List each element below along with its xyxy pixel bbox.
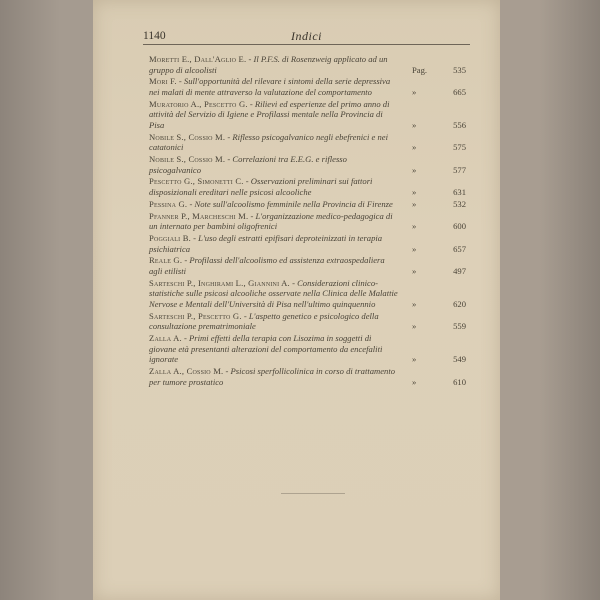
- ditto-mark: »: [412, 187, 417, 198]
- ditto-mark: »: [412, 265, 417, 276]
- ditto-mark: »: [412, 221, 417, 232]
- index-entry: [149, 278, 470, 310]
- entry-authors: Zalla A.: [149, 333, 182, 344]
- entry-page: 610: [453, 376, 466, 387]
- ditto-mark: »: [412, 354, 417, 365]
- index-entry: [149, 333, 470, 365]
- header-rule: [143, 44, 470, 45]
- entry-page: 577: [453, 164, 466, 175]
- ditto-mark: »: [412, 376, 417, 387]
- entry-authors: Poggiali B.: [149, 233, 192, 243]
- entry-authors: Pfanner P., Marcheschi M.: [149, 210, 249, 221]
- entry-page: 556: [453, 119, 466, 130]
- entry-title: - Psicosi sperfollicolinica in corso di trattamento per tumore prostatico: [149, 366, 396, 387]
- ditto-mark: »: [412, 321, 417, 332]
- entry-title: - Osservazioni preliminari sui fattori disposizionali ereditari nelle psicosi alcooliche: [149, 176, 373, 198]
- ditto-mark: »: [412, 298, 417, 309]
- entry-page: 600: [453, 221, 466, 232]
- entry-authors: Zalla A., Cossio M.: [149, 366, 224, 377]
- index-entry: [149, 199, 470, 210]
- index-entry: [149, 176, 470, 197]
- entry-authors: Mori F.: [149, 76, 177, 87]
- entry-authors: Pescetto G., Simonetti C.: [149, 176, 244, 187]
- entry-title: - Note sull'alcoolismo femminile nella Provincia di Firenze: [189, 198, 393, 209]
- entry-title: - Sull'opportunità del rilevare i sintomi della serie depressiva nei malati di mente attraverso la valutazione del comportamento: [149, 76, 391, 97]
- entry-authors: Nobile S., Cossio M.: [149, 154, 226, 165]
- ditto-mark: »: [412, 243, 417, 254]
- index-entry: [149, 255, 470, 276]
- entry-authors: Nobile S., Cossio M.: [149, 131, 226, 142]
- entry-page: 657: [453, 243, 466, 254]
- entry-page: 620: [453, 298, 466, 309]
- entry-title: - L'uso degli estratti epifisari deproteinizzati in terapia psichiatrica: [149, 233, 383, 254]
- ditto-mark: »: [412, 119, 417, 130]
- entry-title: - L'organizzazione medico-pedagogica di un internato per bambini oligofrenici: [149, 210, 393, 232]
- entry-title: - Considerazioni clinico-statistiche sulle psicosi alcooliche osservate nella Clinica delle Malattie Nervose e Mentali dell'Università di Pisa nell'ultimo quinquennio: [149, 277, 398, 309]
- ditto-mark: »: [412, 86, 417, 97]
- entry-title: - Profilassi dell'alcoolismo ed assistenza extraospedaliera agli etilisti: [149, 255, 385, 276]
- entry-title: - L'aspetto genetico e psicologico della consultazione prematrimoniale: [149, 310, 379, 332]
- entry-title: - Correlazioni tra E.E.G. e riflesso psicogalvanico: [149, 154, 347, 175]
- entry-page: 559: [453, 321, 466, 332]
- index-entry: [149, 99, 470, 131]
- ditto-mark: »: [412, 164, 417, 175]
- entry-title: - Riflesso psicogalvanico negli ebefrenici e nei catatonici: [149, 131, 388, 153]
- entry-page: 575: [453, 142, 466, 153]
- index-entry: [149, 233, 470, 254]
- index-entry: [149, 54, 470, 75]
- entry-page: 631: [453, 187, 466, 198]
- entry-page: 532: [453, 198, 466, 209]
- entry-page: 535: [453, 64, 466, 75]
- index-entry: [149, 211, 470, 232]
- entry-page: 665: [453, 86, 466, 97]
- index-entry: [149, 132, 470, 153]
- page-header: [143, 30, 470, 44]
- entry-authors: Sarteschi P., Inghirami L., Giannini A.: [149, 277, 290, 288]
- entry-title: - Rilievi ed esperienze del primo anno di attività del Servizio di Igiene e Profilassi mentale nella Provincia di Pisa: [149, 98, 390, 130]
- ditto-mark: »: [412, 142, 417, 153]
- index-entry: [149, 76, 470, 97]
- index-entry: [149, 311, 470, 332]
- index-list: [149, 54, 470, 388]
- entry-title: - Il P.F.S. di Rosenzweig applicato ad un gruppo di alcoolisti: [149, 54, 388, 75]
- ditto-mark: »: [412, 198, 417, 209]
- page-label: Pag.: [412, 64, 428, 75]
- index-entry: [149, 366, 470, 387]
- entry-page: 549: [453, 354, 466, 365]
- running-title: Indici: [291, 29, 322, 43]
- entry-authors: Pessina G.: [149, 198, 188, 209]
- entry-title: - Primi effetti della terapia con Lisozima in soggetti di giovane età presentanti alterazioni del comportamento da encefaliti ignorate: [149, 333, 383, 365]
- entry-authors: Moretti E., Dall'Aglio E.: [149, 54, 247, 64]
- entry-authors: Sarteschi P., Pescetto G.: [149, 310, 242, 321]
- index-entry: [149, 154, 470, 175]
- footer-mark: [281, 493, 345, 494]
- entry-authors: Muratorio A., Pescetto G.: [149, 98, 248, 109]
- document-page: [93, 0, 500, 600]
- entry-authors: Reale G.: [149, 255, 183, 266]
- page-number: 1140: [143, 30, 166, 42]
- entry-page: 497: [453, 265, 466, 276]
